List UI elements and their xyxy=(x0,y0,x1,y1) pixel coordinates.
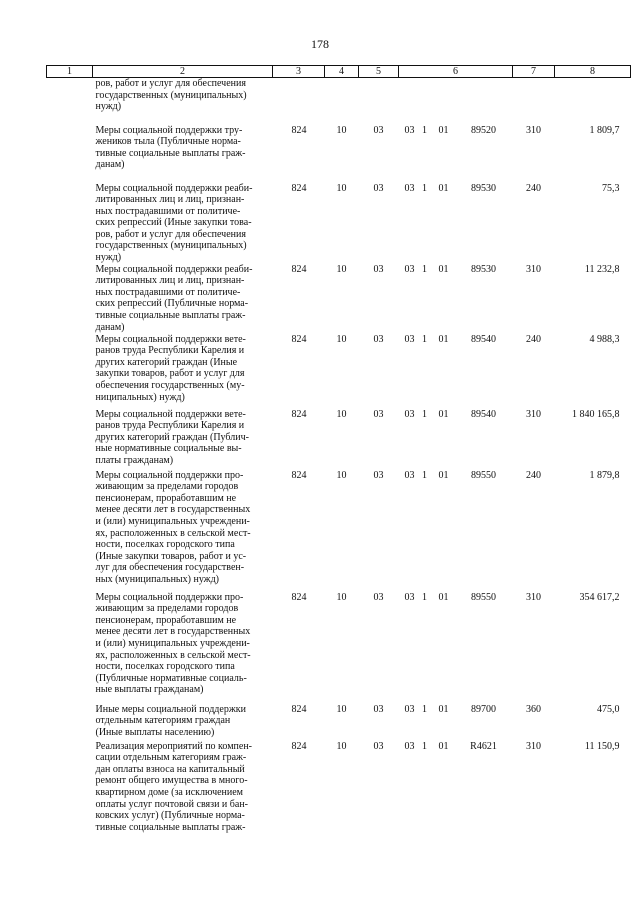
row-code-6b: 1 xyxy=(422,408,427,420)
budget-table xyxy=(46,65,631,837)
row-code-7: 310 xyxy=(526,740,541,752)
row-code-6d: 89550 xyxy=(471,469,496,481)
header-col-3: 3 xyxy=(273,66,325,78)
page-number: 178 xyxy=(311,37,329,51)
row-code-6c: 01 xyxy=(438,469,449,481)
row-amount: 11 232,8 xyxy=(584,263,620,275)
row-code-6d: 89700 xyxy=(471,703,496,715)
row-code-5: 03 xyxy=(373,263,384,275)
table-row xyxy=(47,125,631,183)
row-code-3: 824 xyxy=(291,591,307,603)
header-col-8: 8 xyxy=(555,66,631,78)
row-code-7: 310 xyxy=(526,408,541,420)
row-amount: 75,3 xyxy=(602,182,620,194)
row-description: Меры социальной поддержки про- живающим за пределами городов пенсионерам, проработавшим не менее десяти лет в государственных и (или) муниципальных учреждени- ях, расположенных в сельской мест- ности, поселках городского типа (Иные закупки товаров, работ и ус- луг для обеспечения государствен- ных (муниципальных) нужд) xyxy=(95,469,251,585)
row-amount: 1 879,8 xyxy=(589,469,620,481)
row-code-6c: 01 xyxy=(438,263,449,275)
row-code-6c: 01 xyxy=(438,333,449,345)
row-code-6c: 01 xyxy=(438,703,449,715)
row-code-7: 240 xyxy=(526,333,541,345)
row-code-5: 03 xyxy=(373,740,384,752)
table-row xyxy=(47,741,631,837)
row-description: Меры социальной поддержки реаби- литированных лиц и лиц, признан- ных пострадавшими от политиче- ских репрессий (Иные закупки това- ров, работ и услуг для обеспечения государственных (муниципальных) нужд) xyxy=(95,182,253,264)
table-row xyxy=(47,409,631,470)
row-description: Меры социальной поддержки реаби- литированных лиц и лиц, признан- ных пострадавшими от политиче- ских репрессий (Публичные норма- тивные социальные выплаты граж- данам) xyxy=(95,263,253,333)
row-code-6b: 1 xyxy=(422,703,427,715)
row-code-5: 03 xyxy=(373,182,384,194)
row-code-4: 10 xyxy=(336,408,347,420)
row-code-4: 10 xyxy=(336,591,347,603)
row-code-6d: 89540 xyxy=(471,408,496,420)
row-code-6a: 03 xyxy=(404,740,415,752)
table-row xyxy=(47,704,631,741)
row-code-6c: 01 xyxy=(438,591,449,603)
row-code-6d: 89520 xyxy=(471,124,496,136)
row-code-6c: 01 xyxy=(438,124,449,136)
table-row xyxy=(47,264,631,334)
row-amount: 1 840 165,8 xyxy=(572,408,620,420)
row-code-6a: 03 xyxy=(404,591,415,603)
table-row xyxy=(47,183,631,264)
table-row xyxy=(47,592,631,704)
header-col-4: 4 xyxy=(325,66,359,78)
row-code-6c: 01 xyxy=(438,740,449,752)
row-code-6a: 03 xyxy=(404,182,415,194)
row-code-6b: 1 xyxy=(422,469,427,481)
header-col-6: 6 xyxy=(399,66,513,78)
row-code-4: 10 xyxy=(336,263,347,275)
row-amount: 1 809,7 xyxy=(589,124,620,136)
row-code-3: 824 xyxy=(291,740,307,752)
row-code-3: 824 xyxy=(291,408,307,420)
row-code-7: 240 xyxy=(526,182,541,194)
row-amount: 354 617,2 xyxy=(579,591,620,603)
row-code-4: 10 xyxy=(336,740,347,752)
row-amount: 475,0 xyxy=(597,703,620,715)
row-code-6b: 1 xyxy=(422,182,427,194)
row-code-5: 03 xyxy=(373,124,384,136)
table-row xyxy=(47,78,631,125)
row-description: Реализация мероприятий по компен- сации отдельным категориям граж- дан оплаты взноса на капитальный ремонт общего имущества в много- квартирном доме (за исключением оплаты услуг почтовой связи и бан- ковских услуг) (Публичные норма- тивные социальные выплаты граж- xyxy=(95,740,253,833)
row-code-3: 824 xyxy=(291,263,307,275)
row-code-6a: 03 xyxy=(404,124,415,136)
header-col-5: 5 xyxy=(359,66,399,78)
row-code-5: 03 xyxy=(373,703,384,715)
row-code-4: 10 xyxy=(336,124,347,136)
header-col-7: 7 xyxy=(513,66,555,78)
row-code-6a: 03 xyxy=(404,703,415,715)
row-code-6d: 89550 xyxy=(471,591,496,603)
row-code-6a: 03 xyxy=(404,263,415,275)
row-code-6c: 01 xyxy=(438,182,449,194)
row-code-6b: 1 xyxy=(422,124,427,136)
row-code-6d: 89530 xyxy=(471,263,496,275)
table-row xyxy=(47,334,631,409)
row-amount: 11 150,9 xyxy=(584,740,620,752)
row-code-6a: 03 xyxy=(404,469,415,481)
row-code-3: 824 xyxy=(291,703,307,715)
row-description: Меры социальной поддержки вете- ранов труда Республики Карелия и других категорий граждан (Иные закупки товаров, работ и услуг для обеспечения государственных (му- ниципальных) нужд) xyxy=(95,333,246,403)
row-description: ров, работ и услуг для обеспечения государственных (муниципальных) нужд) xyxy=(95,78,247,113)
row-code-6b: 1 xyxy=(422,333,427,345)
row-description: Меры социальной поддержки тру- жеников тыла (Публичные норма- тивные социальные выплаты граж- данам) xyxy=(95,124,246,171)
row-description: Меры социальной поддержки вете- ранов труда Республики Карелия и других категорий граждан (Публич- ные нормативные социальные вы- платы гражданам) xyxy=(95,408,249,467)
row-code-6a: 03 xyxy=(404,333,415,345)
row-code-4: 10 xyxy=(336,469,347,481)
header-col-1: 1 xyxy=(47,66,93,78)
row-code-6d: 89540 xyxy=(471,333,496,345)
row-code-7: 310 xyxy=(526,591,541,603)
row-code-6b: 1 xyxy=(422,263,427,275)
row-amount: 4 988,3 xyxy=(589,333,620,345)
row-code-3: 824 xyxy=(291,124,307,136)
row-code-3: 824 xyxy=(291,469,307,481)
row-code-6d: 89530 xyxy=(471,182,496,194)
row-code-7: 240 xyxy=(526,469,541,481)
row-code-7: 310 xyxy=(526,263,541,275)
row-description: Меры социальной поддержки про- живающим за пределами городов пенсионерам, проработавшим не менее десяти лет в государственных и (или) муниципальных учреждени- ях, расположенных в сельской мест- ности, поселках городского типа (Публичные нормативные социаль- ные выплаты гражданам) xyxy=(95,591,251,696)
row-code-6a: 03 xyxy=(404,408,415,420)
row-code-6b: 1 xyxy=(422,740,427,752)
row-code-5: 03 xyxy=(373,469,384,481)
table-row xyxy=(47,470,631,592)
row-code-7: 360 xyxy=(526,703,541,715)
row-code-5: 03 xyxy=(373,591,384,603)
row-code-5: 03 xyxy=(373,333,384,345)
row-code-4: 10 xyxy=(336,333,347,345)
row-code-6c: 01 xyxy=(438,408,449,420)
row-description: Иные меры социальной поддержки отдельным категориям граждан (Иные выплаты населению) xyxy=(95,703,246,738)
row-code-3: 824 xyxy=(291,182,307,194)
row-code-3: 824 xyxy=(291,333,307,345)
row-code-4: 10 xyxy=(336,703,347,715)
row-code-4: 10 xyxy=(336,182,347,194)
header-col-2: 2 xyxy=(93,66,273,78)
row-code-7: 310 xyxy=(526,124,541,136)
row-code-6b: 1 xyxy=(422,591,427,603)
table-header xyxy=(47,66,631,78)
row-code-5: 03 xyxy=(373,408,384,420)
row-code-6d: R4621 xyxy=(470,740,497,752)
